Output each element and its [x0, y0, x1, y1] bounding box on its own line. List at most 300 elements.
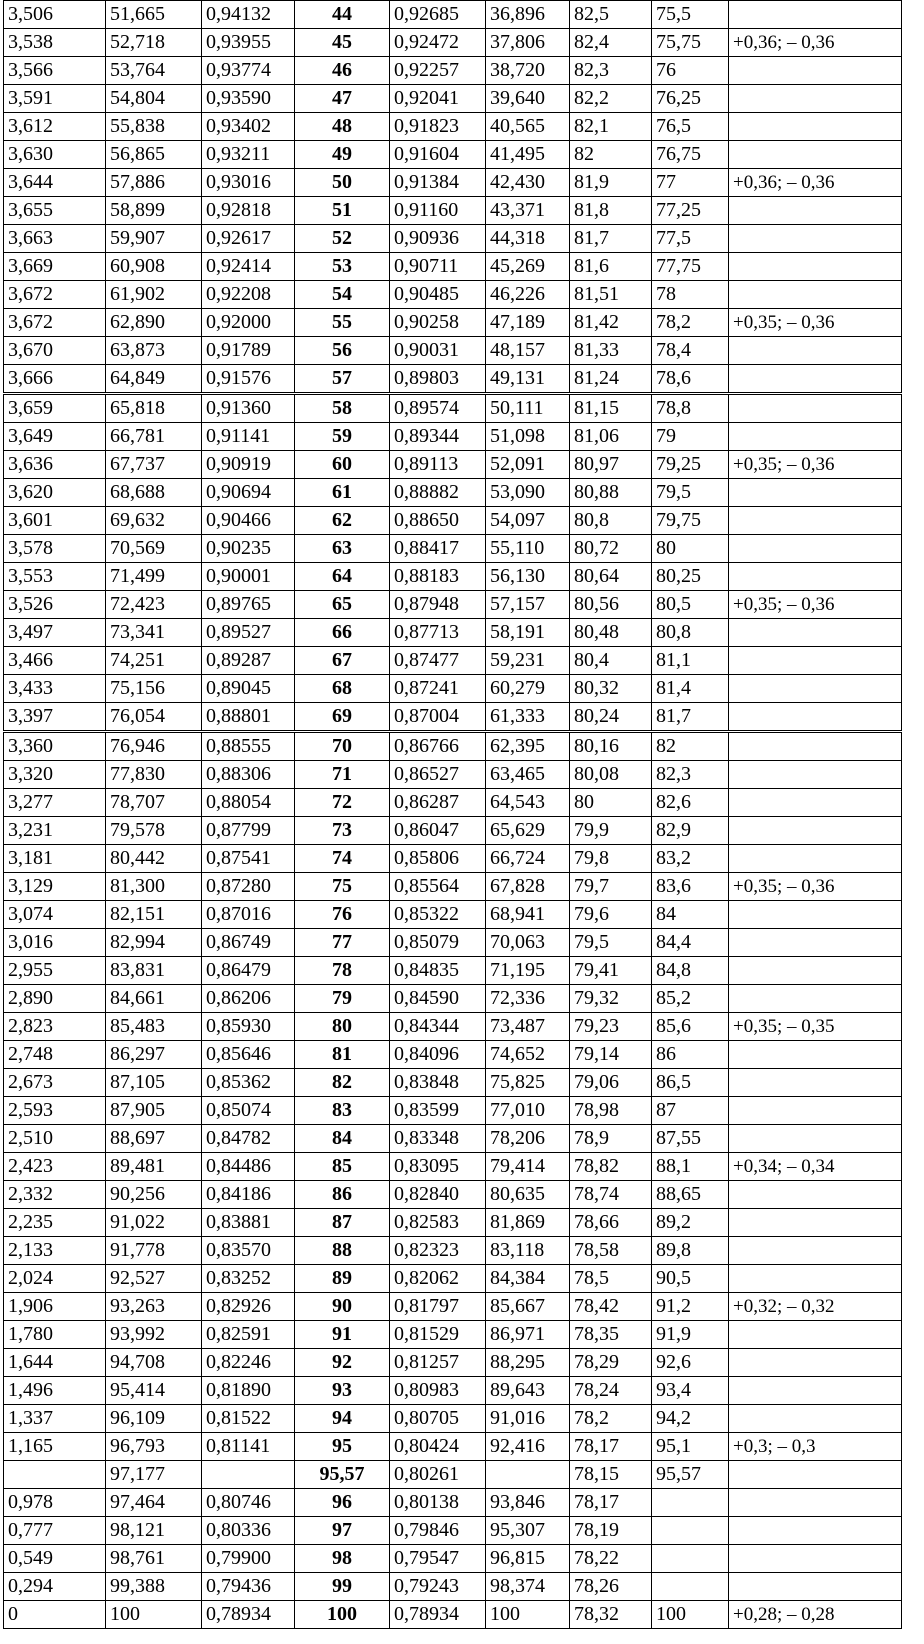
table-cell: 83,831 [106, 957, 202, 985]
table-cell: 3,670 [4, 337, 106, 365]
table-cell: 0,80705 [390, 1405, 486, 1433]
table-cell: 0,87241 [390, 675, 486, 703]
table-cell: 95,307 [486, 1517, 570, 1545]
table-cell: 78,2 [652, 309, 729, 337]
table-cell: 3,129 [4, 873, 106, 901]
table-cell: 91,9 [652, 1321, 729, 1349]
table-cell: 0,89287 [202, 647, 295, 675]
table-cell: 100 [486, 1601, 570, 1629]
table-cell: 81,33 [570, 337, 652, 365]
table-cell: 0 [4, 1601, 106, 1629]
table-cell: 0,89344 [390, 423, 486, 451]
table-cell: 77 [652, 169, 729, 197]
table-cell: 44 [295, 1, 390, 29]
table-cell: 78,82 [570, 1153, 652, 1181]
table-cell: 0,978 [4, 1489, 106, 1517]
table-cell: 88,697 [106, 1125, 202, 1153]
table-cell: 2,673 [4, 1069, 106, 1097]
table-cell [729, 141, 902, 169]
table-cell: 2,133 [4, 1237, 106, 1265]
table-cell: 0,88650 [390, 507, 486, 535]
table-cell: 90,256 [106, 1181, 202, 1209]
table-cell: 78,26 [570, 1573, 652, 1601]
table-cell: 66,724 [486, 845, 570, 873]
table-cell: 88,1 [652, 1153, 729, 1181]
table-cell: 53,764 [106, 57, 202, 85]
table-cell: 0,90466 [202, 507, 295, 535]
table-cell: 2,024 [4, 1265, 106, 1293]
table-cell: 76,75 [652, 141, 729, 169]
table-cell: 79,25 [652, 451, 729, 479]
table-cell: 0,80138 [390, 1489, 486, 1517]
table-cell [729, 479, 902, 507]
table-cell: 96 [295, 1489, 390, 1517]
table-cell: 89,8 [652, 1237, 729, 1265]
table-cell: 0,90258 [390, 309, 486, 337]
table-cell: 0,91360 [202, 394, 295, 423]
table-cell: 60,279 [486, 675, 570, 703]
table-cell: 79,6 [570, 901, 652, 929]
table-cell: 80,4 [570, 647, 652, 675]
table-row [4, 29, 902, 57]
table-cell: 0,86527 [390, 761, 486, 789]
table-cell: 61,902 [106, 281, 202, 309]
table-cell: 58 [295, 394, 390, 423]
table-cell: 2,235 [4, 1209, 106, 1237]
table-cell: 64 [295, 563, 390, 591]
table-cell: 97,177 [106, 1461, 202, 1489]
table-cell: 77,830 [106, 761, 202, 789]
table-row [4, 1153, 902, 1181]
table-cell: 45 [295, 29, 390, 57]
table-cell: 82,3 [570, 57, 652, 85]
table-cell: 82,5 [570, 1, 652, 29]
table-cell: 0,86047 [390, 817, 486, 845]
table-cell: 91,2 [652, 1293, 729, 1321]
table-cell: 78,4 [652, 337, 729, 365]
table-cell: 87 [652, 1097, 729, 1125]
table-cell: 0,84096 [390, 1041, 486, 1069]
table-cell: 2,332 [4, 1181, 106, 1209]
table-cell: 47,189 [486, 309, 570, 337]
table-cell: 0,79846 [390, 1517, 486, 1545]
table-row [4, 507, 902, 535]
table-cell: 97,464 [106, 1489, 202, 1517]
table-cell: 45,269 [486, 253, 570, 281]
table-cell: 0,89527 [202, 619, 295, 647]
table-cell [729, 535, 902, 563]
table-cell [729, 732, 902, 761]
table-cell: 3,672 [4, 309, 106, 337]
table-cell: 89,643 [486, 1377, 570, 1405]
table-cell [202, 1461, 295, 1489]
table-cell: 79,7 [570, 873, 652, 901]
table-row [4, 789, 902, 817]
table-cell: 90 [295, 1293, 390, 1321]
table-cell: 0,90485 [390, 281, 486, 309]
table-cell: 3,591 [4, 85, 106, 113]
table-cell: 78,9 [570, 1125, 652, 1153]
table-cell: 0,85079 [390, 929, 486, 957]
table-cell: 76 [652, 57, 729, 85]
table-cell: 65 [295, 591, 390, 619]
table-cell: 3,636 [4, 451, 106, 479]
table-cell: 41,495 [486, 141, 570, 169]
table-cell: 0,83848 [390, 1069, 486, 1097]
table-cell: 51,665 [106, 1, 202, 29]
table-cell: 79 [295, 985, 390, 1013]
table-row [4, 479, 902, 507]
table-cell: 76,946 [106, 732, 202, 761]
table-cell [729, 1125, 902, 1153]
table-row [4, 1321, 902, 1349]
table-cell: 78,74 [570, 1181, 652, 1209]
table-cell: 44,318 [486, 225, 570, 253]
table-cell: 71,499 [106, 563, 202, 591]
table-cell: 46 [295, 57, 390, 85]
table-cell: 96,109 [106, 1405, 202, 1433]
table-cell: +0,34; – 0,34 [729, 1153, 902, 1181]
table-cell [729, 1349, 902, 1377]
table-cell: 81,9 [570, 169, 652, 197]
table-cell: 78,2 [570, 1405, 652, 1433]
table-cell: 85,2 [652, 985, 729, 1013]
table-cell: 56 [295, 337, 390, 365]
table-cell: 88,65 [652, 1181, 729, 1209]
table-cell: 0,92000 [202, 309, 295, 337]
table-cell: 0,91823 [390, 113, 486, 141]
table-cell: 76,25 [652, 85, 729, 113]
table-cell: 2,593 [4, 1097, 106, 1125]
table-cell [729, 619, 902, 647]
table-cell: 75,5 [652, 1, 729, 29]
table-cell: 86,5 [652, 1069, 729, 1097]
table-cell: 0,89803 [390, 365, 486, 394]
table-cell: 0,83252 [202, 1265, 295, 1293]
table-row [4, 423, 902, 451]
table-row [4, 563, 902, 591]
table-cell: 60,908 [106, 253, 202, 281]
table-cell: 36,896 [486, 1, 570, 29]
table-cell: 57 [295, 365, 390, 394]
table-cell: 86 [652, 1041, 729, 1069]
table-cell: 94 [295, 1405, 390, 1433]
table-cell: 78,206 [486, 1125, 570, 1153]
table-cell: 0,92472 [390, 29, 486, 57]
table-cell: 0,87004 [390, 703, 486, 732]
table-cell: 0,87799 [202, 817, 295, 845]
table-cell: 79,9 [570, 817, 652, 845]
table-cell: 0,82246 [202, 1349, 295, 1377]
table-cell: 1,337 [4, 1405, 106, 1433]
table-cell: 93,263 [106, 1293, 202, 1321]
table-cell: 73,487 [486, 1013, 570, 1041]
table-cell: 0,93211 [202, 141, 295, 169]
table-cell: +0,35; – 0,36 [729, 591, 902, 619]
table-cell: 3,231 [4, 817, 106, 845]
table-row [4, 1433, 902, 1461]
table-row [4, 253, 902, 281]
table-cell: 71 [295, 761, 390, 789]
table-cell: 81,24 [570, 365, 652, 394]
table-cell: 80,442 [106, 845, 202, 873]
table-cell: 98,374 [486, 1573, 570, 1601]
table-cell: 81,300 [106, 873, 202, 901]
table-row [4, 85, 902, 113]
table-row [4, 591, 902, 619]
table-row [4, 1377, 902, 1405]
table-cell [729, 253, 902, 281]
table-cell [729, 85, 902, 113]
table-cell: 42,430 [486, 169, 570, 197]
table-cell: 72,423 [106, 591, 202, 619]
table-cell: 78,22 [570, 1545, 652, 1573]
table-cell: 84,661 [106, 985, 202, 1013]
table-cell: 59 [295, 423, 390, 451]
table-cell: 0,89574 [390, 394, 486, 423]
table-cell: 76 [295, 901, 390, 929]
table-cell: 0,90936 [390, 225, 486, 253]
table-cell: 3,669 [4, 253, 106, 281]
table-cell: 95,57 [295, 1461, 390, 1489]
table-cell: 3,433 [4, 675, 106, 703]
table-cell: 3,181 [4, 845, 106, 873]
table-cell: 3,659 [4, 394, 106, 423]
table-cell: 75,156 [106, 675, 202, 703]
table-cell: 78,707 [106, 789, 202, 817]
table-cell: 85,667 [486, 1293, 570, 1321]
table-cell: 0,84344 [390, 1013, 486, 1041]
table-cell: 0,81522 [202, 1405, 295, 1433]
table-cell: 0,777 [4, 1517, 106, 1545]
table-cell: 73 [295, 817, 390, 845]
table-cell: 89,2 [652, 1209, 729, 1237]
table-cell: 0,87948 [390, 591, 486, 619]
table-cell: 0,79243 [390, 1573, 486, 1601]
table-cell [729, 1321, 902, 1349]
table-cell: 80,635 [486, 1181, 570, 1209]
table-cell: 80,8 [570, 507, 652, 535]
table-cell [729, 901, 902, 929]
table-row [4, 365, 902, 394]
table-cell: 80,08 [570, 761, 652, 789]
table-cell: 49 [295, 141, 390, 169]
table-row [4, 337, 902, 365]
table-cell [486, 1461, 570, 1489]
table-cell: 0,89045 [202, 675, 295, 703]
table-row [4, 703, 902, 732]
table-cell: 68,688 [106, 479, 202, 507]
table-cell: 0,81797 [390, 1293, 486, 1321]
table-cell [729, 845, 902, 873]
table-cell: 81,15 [570, 394, 652, 423]
table-cell: 76,5 [652, 113, 729, 141]
table-cell [729, 1097, 902, 1125]
table-cell: 84,384 [486, 1265, 570, 1293]
table-cell: 0,88054 [202, 789, 295, 817]
table-cell: 0,79547 [390, 1545, 486, 1573]
table-cell: 59,231 [486, 647, 570, 675]
table-cell: 0,81529 [390, 1321, 486, 1349]
table-cell: +0,35; – 0,35 [729, 1013, 902, 1041]
table-cell: 3,630 [4, 141, 106, 169]
table-cell [729, 1237, 902, 1265]
table-cell: 0,93955 [202, 29, 295, 57]
table-cell: 98 [295, 1545, 390, 1573]
table-cell: 3,277 [4, 789, 106, 817]
table-cell: 67,737 [106, 451, 202, 479]
table-row [4, 1181, 902, 1209]
table-cell: +0,35; – 0,36 [729, 309, 902, 337]
table-cell: 78,17 [570, 1489, 652, 1517]
table-cell: 0,83599 [390, 1097, 486, 1125]
table-cell: 0,89765 [202, 591, 295, 619]
table-cell: 50,111 [486, 394, 570, 423]
table-cell: 0,86766 [390, 732, 486, 761]
table-cell [729, 1209, 902, 1237]
table-cell: +0,35; – 0,36 [729, 873, 902, 901]
table-cell: 91,016 [486, 1405, 570, 1433]
table-cell: 0,89113 [390, 451, 486, 479]
table-cell: 0,87477 [390, 647, 486, 675]
table-cell: 1,165 [4, 1433, 106, 1461]
table-cell [729, 337, 902, 365]
table-cell: 2,510 [4, 1125, 106, 1153]
table-cell: 68,941 [486, 901, 570, 929]
table-row [4, 141, 902, 169]
table-row [4, 1125, 902, 1153]
table-cell: 0,85322 [390, 901, 486, 929]
table-cell: 0,79900 [202, 1545, 295, 1573]
table-cell: 2,955 [4, 957, 106, 985]
table-cell: 81,8 [570, 197, 652, 225]
table-row [4, 1041, 902, 1069]
table-cell: 0,294 [4, 1573, 106, 1601]
table-cell: 82,151 [106, 901, 202, 929]
table-cell: 54,804 [106, 85, 202, 113]
table-cell: 89,481 [106, 1153, 202, 1181]
table-cell: 0,90919 [202, 451, 295, 479]
table-cell: 77,5 [652, 225, 729, 253]
table-cell: 82 [570, 141, 652, 169]
table-cell: 81,7 [652, 703, 729, 732]
table-row [4, 647, 902, 675]
table-cell: 0,84186 [202, 1181, 295, 1209]
table-cell [729, 675, 902, 703]
table-cell: 0,86287 [390, 789, 486, 817]
table-cell: 80,72 [570, 535, 652, 563]
table-cell: 78,17 [570, 1433, 652, 1461]
table-cell [729, 761, 902, 789]
table-cell: +0,32; – 0,32 [729, 1293, 902, 1321]
table-cell: 0,79436 [202, 1573, 295, 1601]
table-cell: 67 [295, 647, 390, 675]
table-row [4, 901, 902, 929]
table-cell: 79,41 [570, 957, 652, 985]
table-cell: 78,5 [570, 1265, 652, 1293]
table-cell [729, 365, 902, 394]
table-cell: 67,828 [486, 873, 570, 901]
table-cell: 0,88183 [390, 563, 486, 591]
table-cell: 0,85646 [202, 1041, 295, 1069]
table-cell: 89 [295, 1265, 390, 1293]
table-row [4, 1601, 902, 1629]
table-cell: 84,4 [652, 929, 729, 957]
table-cell: 58,191 [486, 619, 570, 647]
table-cell: 0,85362 [202, 1069, 295, 1097]
table-cell: 0,88555 [202, 732, 295, 761]
table-cell [729, 957, 902, 985]
table-cell: 97 [295, 1517, 390, 1545]
table-cell: 3,466 [4, 647, 106, 675]
table-cell: 91,778 [106, 1237, 202, 1265]
table-row [4, 451, 902, 479]
table-cell: 3,538 [4, 29, 106, 57]
table-row [4, 1573, 902, 1601]
table-cell: 0,82583 [390, 1209, 486, 1237]
table-cell [729, 703, 902, 732]
table-cell [652, 1545, 729, 1573]
table-cell: 3,620 [4, 479, 106, 507]
table-cell: 63,465 [486, 761, 570, 789]
table-cell: 87,55 [652, 1125, 729, 1153]
table-cell: 3,578 [4, 535, 106, 563]
table-cell: 3,074 [4, 901, 106, 929]
table-cell: 93,846 [486, 1489, 570, 1517]
table-cell: 0,88801 [202, 703, 295, 732]
table-row [4, 1489, 902, 1517]
table-cell: 95,1 [652, 1433, 729, 1461]
table-cell: 81,6 [570, 253, 652, 281]
table-cell: 74,652 [486, 1041, 570, 1069]
table-cell: 0,86749 [202, 929, 295, 957]
table-cell: 92 [295, 1349, 390, 1377]
table-cell: 99 [295, 1573, 390, 1601]
table-row [4, 281, 902, 309]
table-cell: 84 [652, 901, 729, 929]
table-cell: 0,80424 [390, 1433, 486, 1461]
table-row [4, 197, 902, 225]
table-cell: 78,66 [570, 1209, 652, 1237]
table-cell: 0,85074 [202, 1097, 295, 1125]
table-cell: 83 [295, 1097, 390, 1125]
table-cell: 1,644 [4, 1349, 106, 1377]
table-cell: 0,83570 [202, 1237, 295, 1265]
table-cell [729, 1181, 902, 1209]
table-cell: 75,75 [652, 29, 729, 57]
table-cell: 0,86479 [202, 957, 295, 985]
table-cell: 52,718 [106, 29, 202, 57]
table-cell: 48,157 [486, 337, 570, 365]
table-cell: 3,663 [4, 225, 106, 253]
table-cell: 2,423 [4, 1153, 106, 1181]
table-cell: 80,16 [570, 732, 652, 761]
table-cell: 64,543 [486, 789, 570, 817]
table-row [4, 1545, 902, 1573]
table-cell: 43,371 [486, 197, 570, 225]
table-cell: 77 [295, 929, 390, 957]
table-cell: 3,360 [4, 732, 106, 761]
table-row [4, 873, 902, 901]
table-cell: 69,632 [106, 507, 202, 535]
table-cell: 0,90031 [390, 337, 486, 365]
table-cell: 3,566 [4, 57, 106, 85]
table-cell [4, 1461, 106, 1489]
table-cell: 48 [295, 113, 390, 141]
table-cell: 82,9 [652, 817, 729, 845]
table-cell: 79,32 [570, 985, 652, 1013]
table-cell: 79,578 [106, 817, 202, 845]
